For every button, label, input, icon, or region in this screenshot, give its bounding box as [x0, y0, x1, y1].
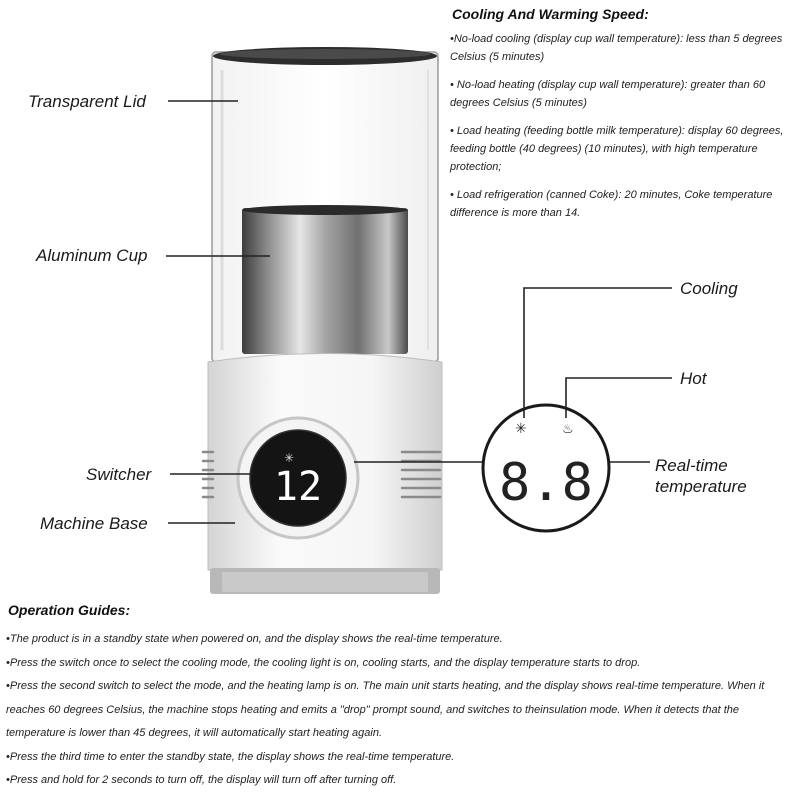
- specs-title: Cooling And Warming Speed:: [452, 6, 649, 22]
- callout-aluminum-cup: Aluminum Cup: [36, 246, 148, 265]
- guides-title: Operation Guides:: [8, 602, 131, 618]
- callout-cooling: Cooling: [680, 279, 738, 298]
- callout-transparent-lid: Transparent Lid: [28, 92, 146, 111]
- device-display-value: 12: [273, 464, 323, 510]
- guides-list: [6, 628, 796, 793]
- callout-realtime-line2: temperature: [655, 477, 747, 496]
- spec-item-4: • Load refrigeration (canned Coke): 20 minutes, Coke temperature difference is more than 14.: [450, 189, 773, 219]
- spec-item-1: •No-load cooling (display cup wall temperature): less than 5 degrees Celsius (5 minutes): [450, 33, 783, 63]
- guide-item-1: •The product is in a standby state when powered on, and the display shows the real-time temperature.: [6, 633, 503, 645]
- guide-item-4: •Press the third time to enter the standby state, the display shows the real-time temperature.: [6, 750, 455, 763]
- snowflake-icon: ✳: [284, 451, 295, 465]
- spec-item-3: • Load heating (feeding bottle milk temperature): display 60 degrees, feeding bottle (40 degrees) (10 minutes), with high temperature protection;: [450, 125, 784, 173]
- spec-item-2: • No-load heating (display cup wall temperature): greater than 60 degrees Celsius (5 minutes): [450, 79, 766, 109]
- guide-item-3: •Press the second switch to select the mode, and the heating lamp is on. The main unit starts heating, and the display shows real-time temperature. When it reaches 60 degrees Celsius, the machine stops heating and emits a "drop" prompt sound, and switches to theinsulation mode. When it detects that the temperature is lower than 45 degrees, it will automatically start heating again.: [6, 680, 765, 739]
- heating-indicator-icon: ♨: [562, 422, 574, 437]
- guide-item-2: •Press the switch once to select the cooling mode, the cooling light is on, cooling starts, and the display temperature starts to drop.: [6, 656, 641, 669]
- switcher-button[interactable]: [238, 418, 358, 538]
- callout-machine-base: Machine Base: [40, 514, 148, 533]
- cooling-indicator-icon: ✳: [515, 421, 527, 437]
- guide-item-5: •Press and hold for 2 seconds to turn off, the display will turn off after turning off.: [6, 774, 397, 786]
- callout-switcher: Switcher: [86, 465, 152, 484]
- specs-list: [450, 30, 795, 232]
- callout-real-time-temperature: [655, 455, 747, 497]
- callout-hot: Hot: [680, 369, 707, 388]
- zoomed-display: [483, 405, 609, 531]
- aluminum-cup: [242, 205, 408, 354]
- callout-realtime-line1: Real-time: [655, 456, 728, 475]
- zoom-display-value: 8.8: [499, 453, 593, 513]
